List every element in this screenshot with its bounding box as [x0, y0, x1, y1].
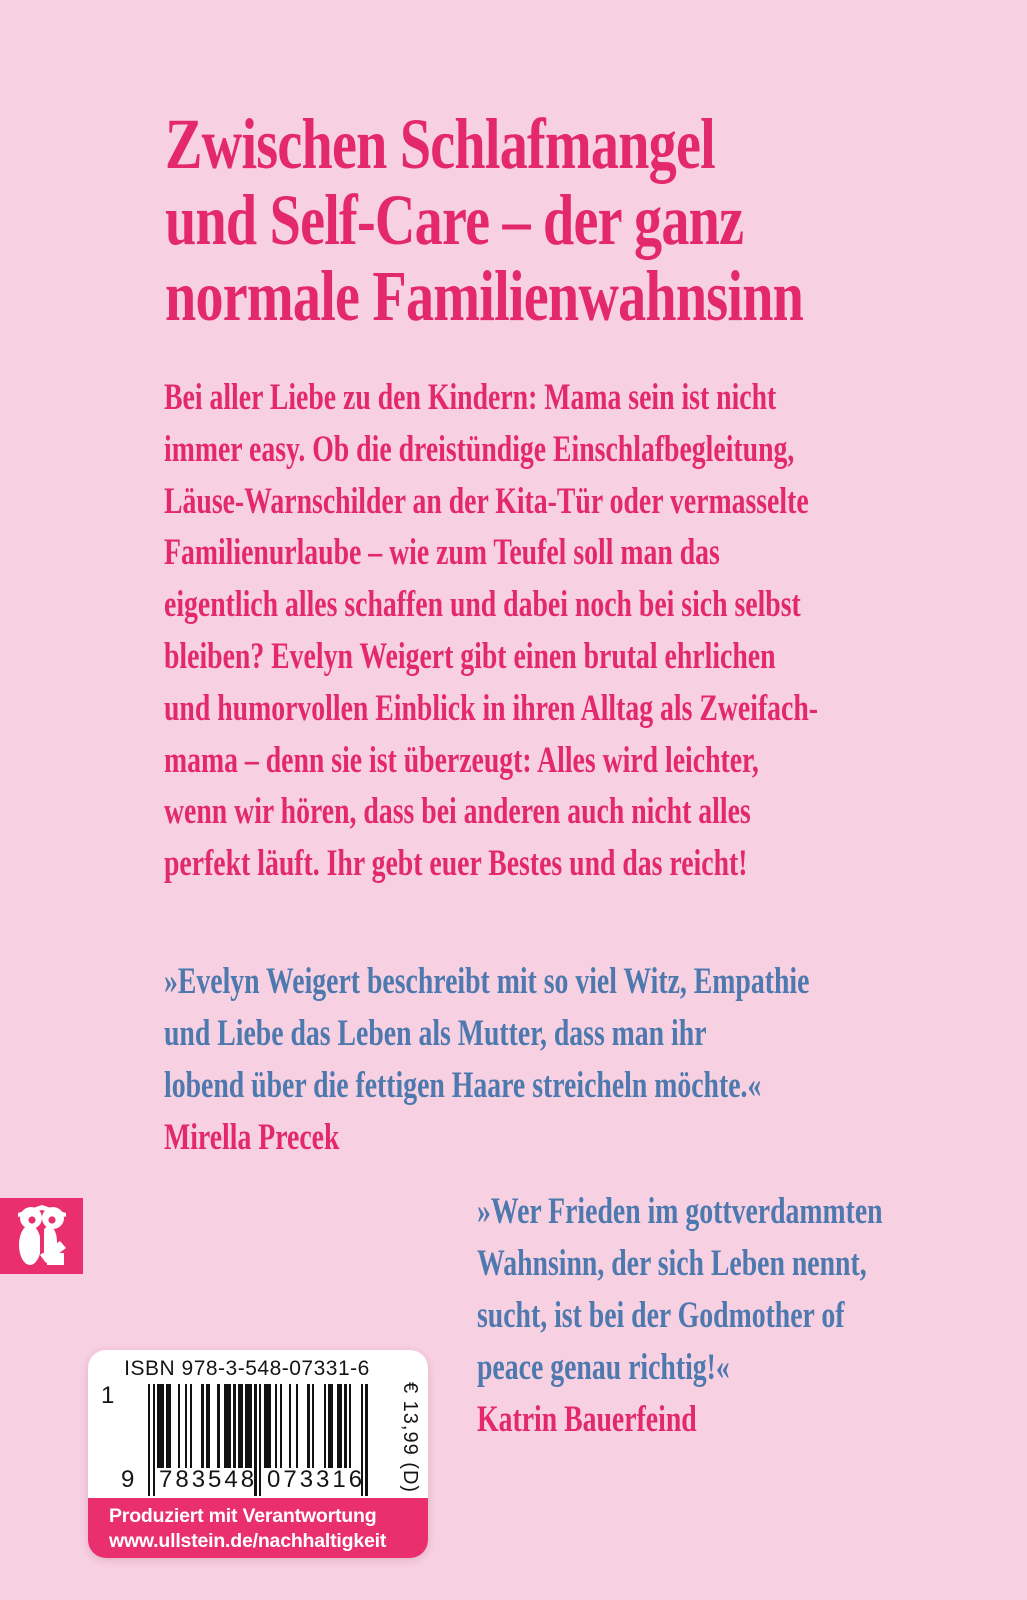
band-line: Produziert mit Verantwortung [109, 1505, 377, 1527]
blurb-line: Läuse-Warnschilder an der Kita-Tür oder vermasselte [164, 480, 809, 522]
blurb-line: perfekt läuft. Ihr gebt euer Bestes und das reicht! [164, 843, 748, 885]
quote-katrin-bauerfeind [477, 1186, 1027, 1446]
isbn-text: ISBN 978-3-548-07331-6 [124, 1357, 370, 1380]
quote-line: »Evelyn Weigert beschreibt mit so viel Witz, Empathie [164, 961, 810, 1002]
quote-line: lobend über die fettigen Haare streicheln möchte.« [164, 1065, 762, 1106]
barcode-digits-right-group: 073316 [267, 1466, 366, 1493]
price-text: € 13,99 (D) [399, 1382, 421, 1494]
blurb-line: eigentlich alles schaffen und dabei noch bei sich selbst [164, 584, 801, 626]
blurb-line: bleiben? Evelyn Weigert gibt einen brutal ehrlichen [164, 635, 776, 677]
quote-line: peace genau richtig!« [477, 1347, 730, 1388]
band-line: www.ullstein.de/nachhaltigkeit [109, 1530, 387, 1552]
quote-attribution: Mirella Precek [164, 1117, 340, 1158]
quote-line: »Wer Frieden im gottverdammten [477, 1191, 883, 1232]
quote-line: sucht, ist bei der Godmother of [477, 1295, 845, 1336]
headline-line: Zwischen Schlafmangel [165, 104, 715, 184]
headline-line: normale Familienwahnsinn [165, 256, 804, 336]
headline [165, 106, 1027, 334]
edition-number: 1 [101, 1382, 115, 1409]
quote-line: Wahnsinn, der sich Leben nennt, [477, 1243, 867, 1284]
quote-mirella-precek [164, 956, 1027, 1164]
barcode-digits-left-group: 783548 [159, 1466, 258, 1493]
blurb-paragraph [164, 372, 1027, 890]
blurb-line: Familienurlaube – wie zum Teufel soll man das [164, 532, 720, 574]
headline-line: und Self-Care – der ganz [165, 180, 744, 260]
quote-attribution: Katrin Bauerfeind [477, 1399, 697, 1440]
publisher-logo [0, 1198, 83, 1274]
blurb-line: wenn wir hören, dass bei anderen auch nicht alles [164, 791, 751, 833]
quote-line: und Liebe das Leben als Mutter, dass man ihr [164, 1013, 707, 1054]
blurb-line: immer easy. Ob die dreistündige Einschlafbegleitung, [164, 428, 795, 470]
barcode-digit-lead: 9 [121, 1466, 135, 1493]
sustainability-band [88, 1498, 428, 1558]
blurb-line: Bei aller Liebe zu den Kindern: Mama sein ist nicht [164, 377, 777, 418]
blurb-line: mama – denn sie ist überzeugt: Alles wird leichter, [164, 739, 759, 781]
barcode-label [88, 1350, 428, 1558]
ullstein-owl-icon [14, 1203, 70, 1269]
blurb-line: und humorvollen Einblick in ihren Alltag als Zweifach- [164, 687, 819, 729]
